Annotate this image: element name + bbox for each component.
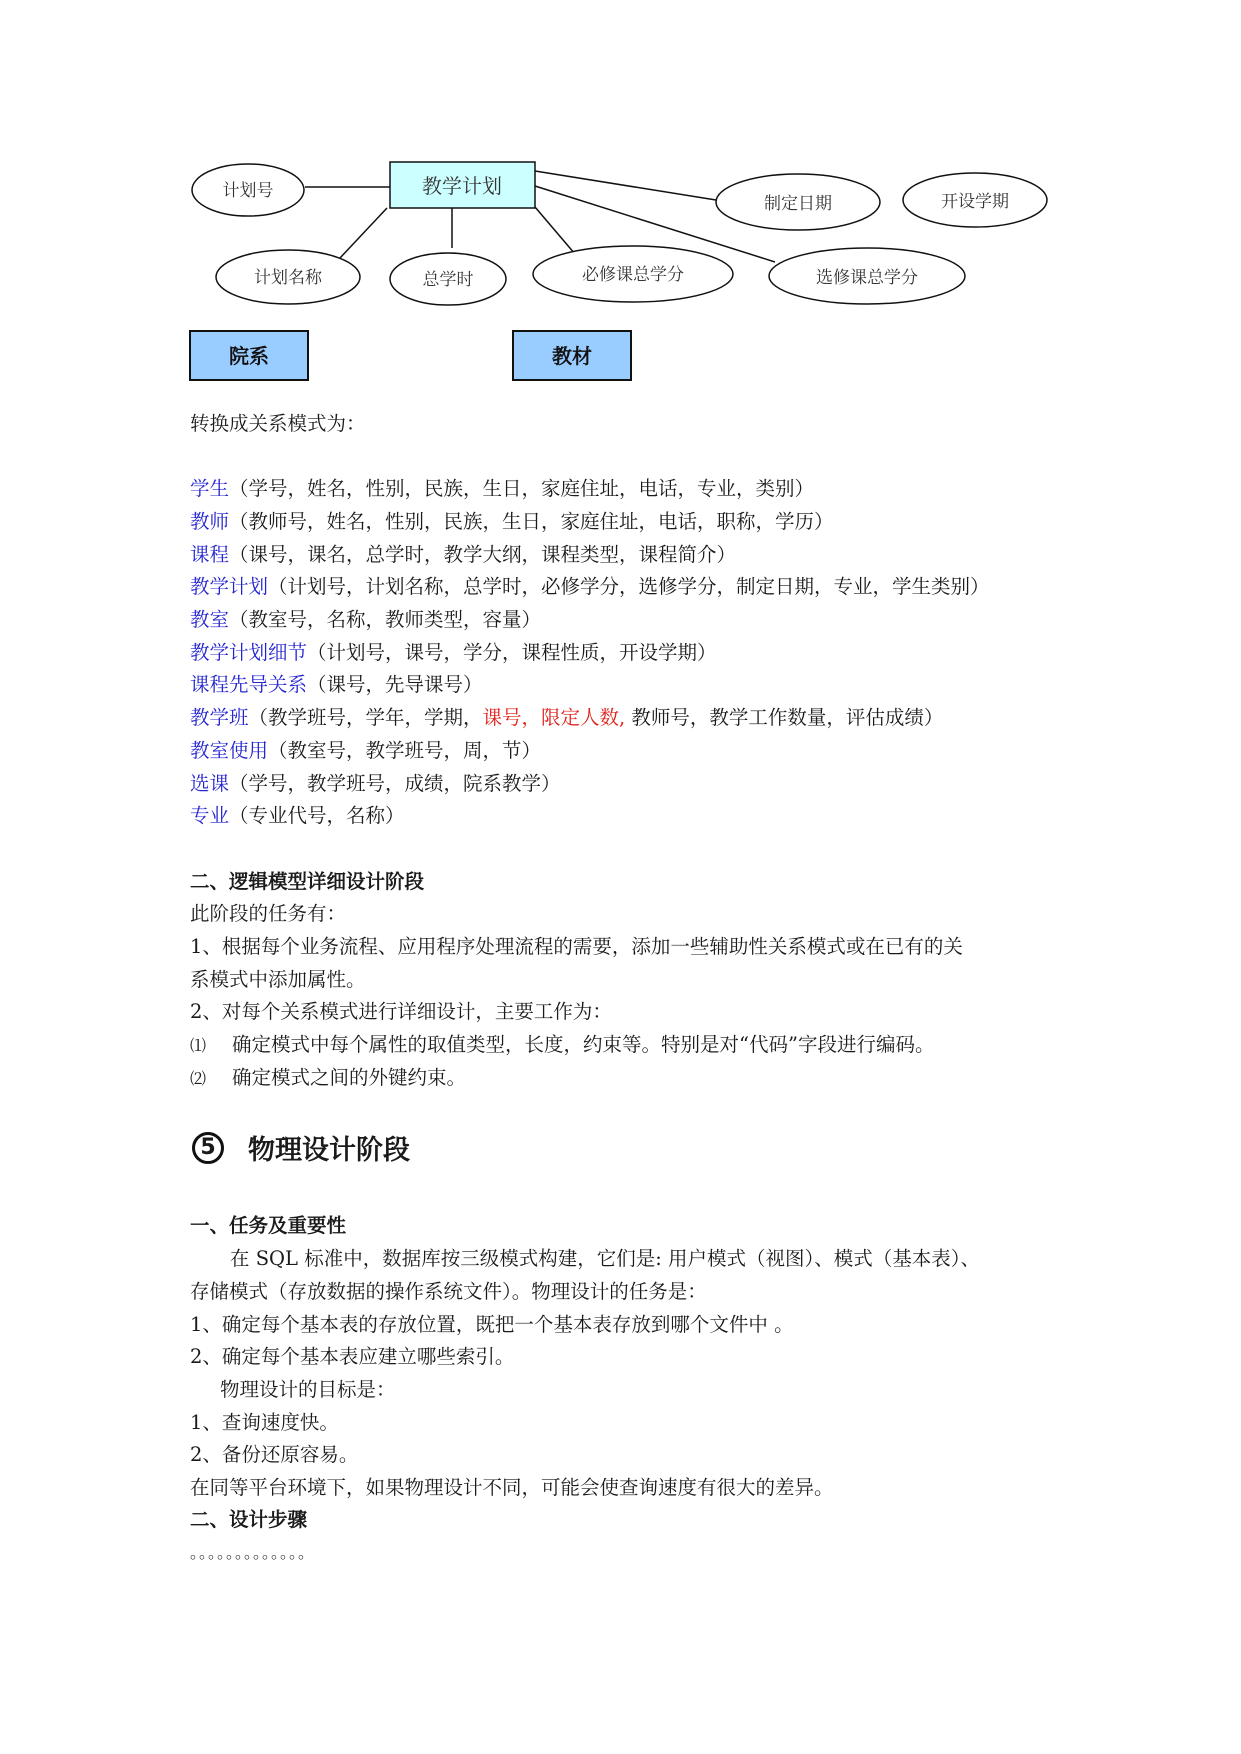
attr-plan-no: 计划号 <box>222 181 274 201</box>
sub-item-number: ⑴ <box>190 1036 207 1055</box>
textbook-label: 教材 <box>552 344 592 368</box>
paragraph: 存储模式（存放数据的操作系统文件）。物理设计的任务是： <box>190 1280 707 1303</box>
section-heading: 二、设计步骤 <box>190 1508 308 1531</box>
schema-name: 教学计划 <box>190 575 269 598</box>
schema-row <box>190 570 990 603</box>
sub-item <box>190 1028 934 1062</box>
schema-fields: （计划号，计划名称，总学时，必修学分，选修学分，制定日期，专业，学生类别） <box>268 575 990 598</box>
dept-label: 院系 <box>229 344 269 368</box>
schema-name: 教室 <box>190 608 230 631</box>
sub-item <box>190 1061 466 1095</box>
schema-row <box>190 472 814 505</box>
schema-row <box>190 603 541 636</box>
schema-name: 教学班 <box>190 706 249 729</box>
section-heading: 一、任务及重要性 <box>190 1214 347 1237</box>
schema-fields: （课号，课名，总学时，教学大纲，课程类型，课程简介） <box>229 543 737 566</box>
section-intro: 此阶段的任务有： <box>190 902 347 925</box>
schema-fields: （教师号，姓名，性别，民族，生日，家庭住址，电话，职称，学历） <box>229 510 834 533</box>
list-item: 1、查询速度快。 <box>190 1411 339 1434</box>
schema-row <box>190 734 541 767</box>
schema-fields: （专业代号，名称） <box>229 804 405 827</box>
schema-fields: （教室号，名称，教师类型，容量） <box>229 608 542 631</box>
schema-row <box>190 668 483 701</box>
schema-name: 教学计划细节 <box>190 641 308 664</box>
paragraph: 1、根据每个业务流程、应用程序处理流程的需要，添加一些辅助性关系模式或在已有的关 <box>190 935 963 958</box>
section-heading: 二、逻辑模型详细设计阶段 <box>190 870 425 893</box>
schema-fields: （学号，姓名，性别，民族，生日，家庭住址，电话，专业，类别） <box>229 477 815 500</box>
schema-row <box>190 538 736 571</box>
schema-fields: （学号，教学班号，成绩，院系教学） <box>229 772 561 795</box>
sub-item-text: 确定模式之间的外键约束。 <box>232 1066 467 1089</box>
attr-date: 制定日期 <box>764 194 832 214</box>
paragraph: 在同等平台环境下，如果物理设计不同，可能会使查询速度有很大的差异。 <box>190 1476 834 1499</box>
er-diagram <box>0 0 1241 400</box>
schema-name: 教室使用 <box>190 739 269 762</box>
schema-fields-highlight: 课号，限定人数, <box>482 706 626 729</box>
phase-title <box>192 1128 410 1167</box>
paragraph: 2、对每个关系模式进行详细设计，主要工作为： <box>190 1000 612 1023</box>
sub-item-number: ⑵ <box>190 1069 207 1088</box>
schema-fields: （教室号，教学班号，周，节） <box>268 739 542 762</box>
schema-fields: （计划号，课号，学分，课程性质，开设学期） <box>307 641 717 664</box>
schema-fields: （教学班号，学年，学期， <box>248 706 483 729</box>
schema-name: 课程 <box>190 543 230 566</box>
sub-item-text: 确定模式中每个属性的取值类型，长度，约束等。特别是对“代码”字段进行编码。 <box>232 1033 935 1056</box>
attr-plan-name: 计划名称 <box>254 268 322 288</box>
attr-required-credits: 必修课总学分 <box>582 265 684 285</box>
schema-name: 教师 <box>190 510 230 533</box>
attr-semester: 开设学期 <box>941 192 1009 212</box>
convert-intro: 转换成关系模式为： <box>190 412 366 435</box>
phase-title-text: 物理设计阶段 <box>248 1135 410 1166</box>
schema-name: 专业 <box>190 804 230 827</box>
paragraph: 系模式中添加属性。 <box>190 968 366 991</box>
schema-name: 课程先导关系 <box>190 673 308 696</box>
phase-number: 5 <box>192 1132 224 1164</box>
schema-name: 选课 <box>190 772 230 795</box>
schema-name: 学生 <box>190 477 230 500</box>
schema-fields: 教师号，教学工作数量，评估成绩） <box>625 706 944 729</box>
goal-intro: 物理设计的目标是： <box>220 1378 396 1401</box>
list-item: 2、备份还原容易。 <box>190 1443 359 1466</box>
schema-row <box>190 799 405 832</box>
schema-row <box>190 767 561 800</box>
list-item: 1、确定每个基本表的存放位置，既把一个基本表存放到哪个文件中 。 <box>190 1313 794 1336</box>
list-item: 2、确定每个基本表应建立哪些索引。 <box>190 1345 515 1368</box>
attr-elective-credits: 选修课总学分 <box>816 268 918 288</box>
ellipsis-dots: 。。。。。。。。。。。。。 <box>190 1543 316 1562</box>
schema-row <box>190 701 943 734</box>
attr-total-hours: 总学时 <box>422 270 474 290</box>
schema-fields: （课号，先导课号） <box>307 673 483 696</box>
paragraph: 在 SQL 标准中，数据库按三级模式构建，它们是: 用户模式（视图）、模式（基本表）、 <box>230 1247 980 1270</box>
schema-row <box>190 636 717 669</box>
entity-label: 教学计划 <box>422 174 502 198</box>
schema-row <box>190 505 834 538</box>
